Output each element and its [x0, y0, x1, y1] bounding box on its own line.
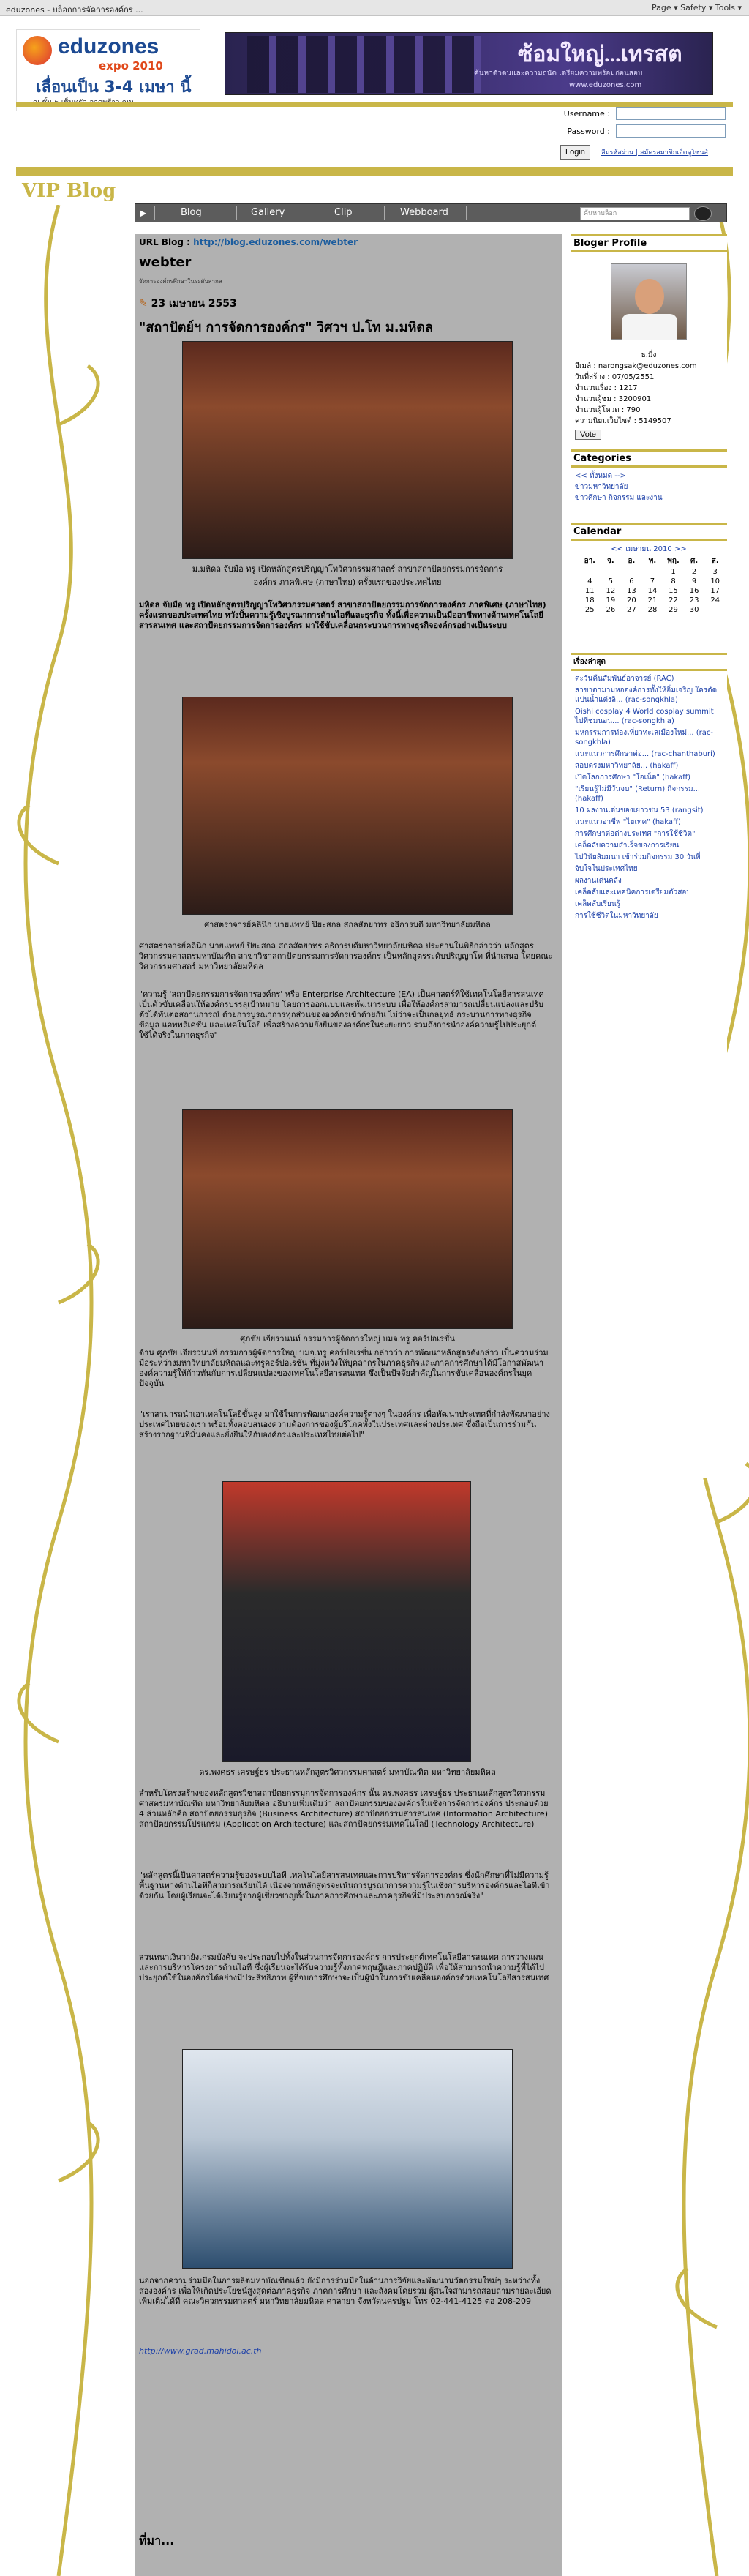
calendar-day[interactable]: 26	[606, 606, 616, 614]
calendar-day[interactable]: 12	[606, 587, 616, 595]
logo-expo: expo 2010	[99, 59, 163, 72]
profile-line: วันที่สร้าง : 07/05/2551	[575, 373, 655, 381]
calendar-day[interactable]: 23	[689, 596, 699, 604]
browser-tools[interactable]: Page ▾ Safety ▾ Tools ▾	[652, 3, 742, 12]
calendar-day[interactable]: 30	[689, 606, 699, 614]
ad-banner[interactable]	[225, 32, 713, 95]
calendar-day[interactable]: 20	[627, 596, 636, 604]
photo-true-ceo	[182, 1109, 513, 1329]
nav-separator	[154, 206, 155, 220]
calendar-day-header: จ.	[607, 557, 614, 565]
login-links[interactable]: ลืมรหัสผ่าน | สมัครสมาชิกเอ็ดดูโซนส์	[601, 149, 709, 157]
paragraph-8: ส่วนหนาเงินวายังเกรมบังคับ จะประกอบไปทั้งในส่วนการจัดการองค์กร การประยุกต์เทคโนโลยีสารสนเทศ การวางแผนและการบริหารโครงการด้านไอที ซึ่งผู้เรียนจะได้รับความรู้ทั้งภาคทฤษฎีและภาคปฏิบัติ เพื่อให้สามารถนำความรู้ที่ได้ไปประยุกต์ใช้ในองค์กรได้อย่างมีประสิทธิภาพ ผู้ที่จบการศึกษาจะเป็นผู้นำในการขับเคลื่อนองค์กรด้วยเทคโนโลยีสารสนเทศ	[139, 1952, 549, 1982]
recent-post-link[interactable]: เคล็ดลับเรียนรู้	[575, 900, 621, 908]
calendar-day[interactable]: 14	[647, 587, 658, 595]
calendar-table	[579, 555, 726, 615]
calendar-day[interactable]: 27	[627, 606, 636, 614]
calendar-heading: Calendar	[571, 523, 727, 541]
recent-post-link[interactable]: แนะแนวอาชีพ "ไฮเทค" (hakaff)	[575, 818, 681, 826]
calendar-day[interactable]: 18	[584, 596, 595, 604]
recent-post-link[interactable]: ผลงานเด่นคลัง	[575, 877, 622, 885]
recent-heading: เรื่องล่าสุด	[571, 653, 727, 671]
calendar-day[interactable]: 24	[710, 596, 720, 604]
nav-blog[interactable]: Blog	[181, 207, 202, 218]
recent-list	[571, 671, 727, 926]
vote-button[interactable]: Vote	[575, 430, 601, 440]
blog-url-line	[139, 237, 358, 247]
photo-students	[182, 2049, 513, 2269]
left-vine-decoration	[0, 205, 117, 2576]
profile-avatar[interactable]	[611, 263, 687, 340]
paragraph-7: "หลักสูตรนี้เป็นศาสตร์ความรู้ของระบบไอที เทคโนโลยีสารสนเทศและการบริหารจัดการองค์กร ซึ่งนักศึกษาที่ไม่มีความรู้พื้นฐานทางด้านไอทีก็สามารถเรียนได้ เนื่องจากหลักสูตรจะเน้นการบูรณาการความรู้ในเชิงการบริหารองค์กรและไอทีเข้าด้วยกัน โดยผู้เรียนจะได้เรียนรู้จากผู้เชี่ยวชาญทั้งในภาคการศึกษาและภาคธุรกิจที่มีประสบการณ์จริง"	[139, 1871, 550, 1901]
calendar-day[interactable]: 6	[629, 577, 634, 585]
calendar-day[interactable]: 19	[606, 596, 616, 604]
calendar-day[interactable]: 2	[691, 568, 697, 576]
post-column	[135, 234, 562, 2576]
username-input[interactable]	[616, 107, 726, 120]
calendar-day[interactable]: 5	[608, 577, 614, 585]
profile-line: ความนิยมเว็บไซต์ : 5149507	[575, 417, 671, 425]
calendar-day-header: อ.	[628, 557, 636, 565]
recent-post-link[interactable]: สอบตรงมหาวิทยาลัย... (hakaff)	[575, 762, 679, 770]
recent-post-link[interactable]: แนะแนวการศึกษาต่อ... (rac-chanthaburi)	[575, 750, 715, 758]
banner-url: www.eduzones.com	[569, 81, 642, 89]
recent-post-link[interactable]: จับใจในประเทศไทย	[575, 865, 638, 873]
calendar-day	[642, 567, 663, 577]
calendar-day-header: ส.	[711, 557, 719, 565]
sidebar	[571, 234, 727, 1478]
nav-webboard[interactable]: Webboard	[400, 207, 448, 218]
browser-toolbar	[0, 0, 749, 16]
category-link[interactable]: ข่าวศึกษา กิจกรรม และงาน	[575, 494, 663, 502]
paragraph-3: "ความรู้ 'สถาปัตยกรรมการจัดการองค์กร' หรือ Enterprise Architecture (EA) เป็นศาสตร์ที่ใช้เทคโนโลยีสารสนเทศเป็นตัวขับเคลื่อนให้องค์กรบรรลุเป้าหมาย โดยการออกแบบและพัฒนาระบบ เพื่อให้องค์กรสามารถเปลี่ยนแปลงและปรับตัวได้ทันต่อสถานการณ์ ด้วยการบูรณาการทุกส่วนขององค์กรเข้าด้วยกัน ไม่ว่าจะเป็นกลยุทธ์ กระบวนการทางธุรกิจ ข้อมูล แอพพลิเคชั่น และเทคโนโลยี เพื่อสร้างความยั่งยืนขององค์กรในระยะยาว รวมถึงการนำองค์ความรู้ไปประยุกต์ใช้ได้จริงในภาคธุรกิจ"	[139, 989, 544, 1040]
photo-rector	[182, 697, 513, 915]
calendar-day[interactable]: 3	[712, 568, 718, 576]
calendar-month[interactable]: << เมษายน 2010 >>	[611, 545, 687, 553]
post-date-text: 23 เมษายน 2553	[151, 298, 237, 310]
calendar-day[interactable]: 1	[671, 568, 676, 576]
play-icon: ▶	[140, 208, 147, 218]
calendar-day[interactable]: 25	[584, 606, 595, 614]
profile-heading: Bloger Profile	[571, 234, 727, 252]
calendar-day[interactable]: 21	[647, 596, 658, 604]
calendar-day-header: พ.	[648, 557, 657, 565]
recent-post-link[interactable]: 10 ผลงานเด่นของเยาวชน 53 (rangsit)	[575, 806, 704, 815]
profile-line: จำนวนเรื่อง : 1217	[575, 384, 638, 392]
calendar-day[interactable]: 15	[669, 587, 678, 595]
footer-partial: ที่มา...	[139, 2534, 175, 2547]
caption-4: ดร.พงศธร เศรษฐ์ธร ประธานหลักสูตรวิศวกรรมศาสตร์ มหาบัณฑิต มหาวิทยาลัยมหิดล	[199, 1767, 496, 1777]
profile-box	[571, 234, 727, 439]
pencil-icon: ✎	[139, 298, 148, 310]
banner-subtitle: ค้นหาตัวตนและความถนัด เตรียมความพร้อมก่อนสอบ	[474, 70, 643, 78]
login-button[interactable]: Login	[560, 145, 590, 160]
recent-post-link[interactable]: สาขาตามามหอองค์การทั้งให้อิ่มเจริญ ใครตัดแปนน้ำแต่งลิ... (rac-songkhla)	[575, 686, 718, 704]
recent-post-link[interactable]: มหกรรมการท่องเที่ยวทะเลเมืองใหม่... (rac-songkhla)	[575, 729, 714, 746]
calendar-box	[571, 523, 727, 618]
nav-separator	[466, 206, 467, 220]
calendar-day[interactable]: 17	[710, 587, 720, 595]
blog-url-label: URL Blog :	[139, 237, 190, 247]
profile-name: ธ.มิ่ง	[641, 351, 657, 359]
recent-post-link[interactable]: เปิดโลกการศึกษา "โอเน็ต" (hakaff)	[575, 774, 691, 782]
recent-post-link[interactable]: การศึกษาต่อต่างประเทศ "การใช้ชีวิต"	[575, 830, 696, 838]
paragraph-9: นอกจากความร่วมมือในการผลิตมหาบัณฑิตแล้ว ยังมีการร่วมมือในด้านการวิจัยและพัฒนานวัตกรรมใหม่ๆ ระหว่างทั้งสององค์กร เพื่อให้เกิดประโยชน์สูงสุดต่อภาคธุรกิจ ภาคการศึกษา และสังคมโดยรวม ผู้สนใจสามารถสอบถามรายละเอียดเพิ่มเติมได้ที่ คณะวิศวกรรมศาสตร์ มหาวิทยาลัยมหิดล ศาลายา จังหวัดนครปฐม โทร 02-441-4125 ต่อ 208-209	[139, 2276, 552, 2306]
recent-post-link[interactable]: ตะวันคืนสัมพันธ์อาจารย์ (RAC)	[575, 675, 674, 683]
vip-blog-title: VIP Blog	[22, 180, 116, 202]
browser-title: eduzones - บล็อกการจัดการองค์กร ...	[6, 5, 143, 15]
recent-post-link[interactable]: เคล็ดลับและเทคนิคการเตรียมตัวสอบ	[575, 888, 691, 896]
blog-url-link[interactable]: http://blog.eduzones.com/webter	[193, 237, 358, 247]
paragraph-4: ด้าน ศุภชัย เจียรวนนท์ กรรมการผู้จัดการใหญ่ บมจ.ทรู คอร์ปอเรชั่น กล่าวว่า การพัฒนาหลักสูตรดังกล่าว เป็นความร่วมมือระหว่างมหาวิทยาลัยมหิดลและทรูคอร์ปอเรชั่น ที่มุ่งหวังให้บุคลากรในภาคธุรกิจและภาคการศึกษาได้มีโอกาสพัฒนาองค์ความรู้ให้ก้าวทันกับการเปลี่ยนแปลงของเทคโนโลยีสารสนเทศ ซึ่งเป็นปัจจัยสำคัญในการขับเคลื่อนองค์กรในยุคปัจจุบัน	[139, 1348, 549, 1388]
blog-search-input[interactable]: ค้นหาบล็อก	[580, 207, 690, 220]
calendar-day[interactable]: 13	[627, 587, 636, 595]
calendar-day[interactable]: 8	[671, 577, 676, 585]
calendar-day[interactable]: 29	[669, 606, 678, 614]
caption-1: ม.มหิดล จับมือ ทรู เปิดหลักสูตรปริญญาโทวิศวกรรมศาสตร์ สาขาสถาปัตยกรรมการจัดการองค์กร ภาคพิเศษ (ภาษาไทย) ครั้งแรกของประเทศไทย	[192, 564, 503, 587]
calendar-day	[704, 605, 726, 615]
nav-separator	[384, 206, 385, 220]
paragraph-6: สำหรับโครงสร้างของหลักสูตรวิชาสถาปัตยกรรมการจัดการองค์กร นั้น ดร.พงศธร เศรษฐ์ธร ประธานหลักสูตรวิศวกรรมศาสตรมหาบัณฑิต มหาวิทยาลัยมหิดล อธิบายเพิ่มเติมว่า สถาปัตยกรรมขององค์กรในเชิงการจัดการองค์กร ประกอบด้วย 4 ส่วนหลักคือ สถาปัตยกรรมธุรกิจ (Business Architecture) สถาปัตยกรรมสารสนเทศ (Information Architecture) สถาปัตยกรรมโปรแกรม (Application Architecture) และสถาปัตยกรรมเทคโนโลยี (Technology Architecture)	[139, 1789, 549, 1829]
category-link[interactable]: << ทั้งหมด -->	[575, 472, 626, 480]
logo-mark-icon	[23, 36, 52, 65]
calendar-day[interactable]: 11	[584, 587, 595, 595]
blog-navbar	[135, 203, 727, 222]
avatar-face	[635, 279, 664, 314]
photo-program-director	[222, 1481, 471, 1762]
post-title: "สถาปัตย์ฯ การจัดการองค์กร" วิศวฯ ป.โท ม.มหิดล	[139, 320, 434, 335]
banner-title: ซ้อมใหญ่...เทรสต	[518, 42, 682, 67]
nav-separator	[236, 206, 237, 220]
paragraph-5: "เราสามารถนำเอาเทคโนโลยีขั้นสูง มาใช้ในการพัฒนาองค์ความรู้ต่างๆ ในองค์กร เพื่อพัฒนาประเทศที่กำลังพัฒนาอย่างประเทศไทยของเรา พร้อมทั้งตอบสนองความต้องการของผู้บริโภคทั้งในประเทศและต่างประเทศ ซึ่งถือเป็นการร่วมกันสร้างรากฐานที่มั่นคงและยั่งยืนให้กับองค์กรและประเทศไทยต่อไป"	[139, 1409, 550, 1439]
recent-post-link[interactable]: Oishi cosplay 4 World cosplay summit ไปที่ชมนอน... (rac-songkhla)	[575, 708, 714, 725]
recent-post-link[interactable]: ไปวินัยสัมมนา เข้าร่วมกิจกรรม 30 วันที่	[575, 853, 701, 861]
calendar-day-header: ศ.	[690, 557, 699, 565]
recent-post-link[interactable]: การใช้ชีวิตในมหาวิทยาลัย	[575, 912, 658, 920]
profile-line: อีเมล์ : narongsak@eduzones.com	[575, 362, 697, 370]
eduzones-logo[interactable]	[16, 29, 200, 111]
blog-name: webter	[139, 255, 192, 270]
blog-description: จัดการองค์กรศึกษาในระดับสากล	[139, 278, 222, 285]
paragraph-9-url[interactable]: http://www.grad.mahidol.ac.th	[139, 2346, 262, 2356]
calendar-day[interactable]: 22	[669, 596, 678, 604]
categories-heading: Categories	[571, 449, 727, 468]
profile-line: จำนวนผู้ชม : 3200901	[575, 395, 652, 403]
password-input[interactable]	[616, 124, 726, 138]
photo-group-signing	[182, 341, 513, 559]
content-area	[135, 203, 727, 2576]
caption-3: ศุภชัย เจียรวนนท์ กรรมการผู้จัดการใหญ่ บมจ.ทรู คอร์ปอเรชั่น	[240, 1334, 455, 1344]
calendar-day	[601, 567, 622, 577]
calendar-day[interactable]: 4	[587, 577, 592, 585]
avatar-shirt	[622, 314, 677, 340]
calendar-day[interactable]: 9	[691, 577, 697, 585]
login-form	[556, 105, 731, 161]
calendar-day-header: อา.	[584, 557, 595, 565]
banner-people-image	[247, 36, 481, 93]
recent-post-link[interactable]: เคล็ดลับความสำเร็จของการเรียน	[575, 842, 680, 850]
calendar-day[interactable]: 10	[710, 577, 720, 585]
calendar-day[interactable]: 28	[647, 606, 658, 614]
search-go-icon[interactable]	[694, 206, 712, 221]
calendar-day	[579, 567, 601, 577]
paragraph-2: ศาสตราจารย์คลินิก นายแพทย์ ปิยะสกล สกลสัตยาทร อธิการบดีมหาวิทยาลัยมหิดล ประธานในพิธีกล่าวว่า หลักสูตรวิศวกรรมศาสตรมหาบัณฑิต สาขาวิชาสถาปัตยกรรมการจัดการองค์กร เป็นหลักสูตรระดับปริญญาโท ที่นำเสนอ โดยคณะวิศวกรรมศาสตร์ มหาวิทยาลัยมหิดล	[139, 941, 553, 971]
lead-paragraph: มหิดล จับมือ ทรู เปิดหลักสูตรปริญญาโทวิศวกรรมศาสตร์ สาขาสถาปัตยกรรมการจัดการองค์กร ภาคพิเศษ (ภาษาไทย) ครั้งแรกของประเทศไทย หวังปั้นความรู้เชิงบูรณาการด้านไอทีและธุรกิจ ทั้งนี้เพื่อความเป็นมืออาชีพทางด้านเทคโนโลยีสารสนเทศ และสถาปัตยกรรมการจัดการองค์กร มาใช้ขับเคลื่อนกระบวนการทางธุรกิจองค์กรอย่างเป็นระบบ	[139, 600, 546, 630]
nav-clip[interactable]: Clip	[334, 207, 353, 218]
gold-bar	[16, 167, 733, 176]
profile-line: จำนวนผู้โหวต : 790	[575, 406, 641, 414]
category-link[interactable]: ข่าวมหาวิทยาลัย	[575, 483, 628, 491]
logo-dates: เลื่อนเป็น 3-4 เมษา นี้	[36, 78, 192, 97]
categories-box	[571, 449, 727, 506]
username-label: Username :	[563, 109, 610, 119]
calendar-day-header: พฤ.	[667, 557, 680, 565]
calendar-day[interactable]: 7	[650, 577, 655, 585]
caption-2: ศาสตราจารย์คลินิก นายแพทย์ ปิยะสกล สกลสัตยาทร อธิการบดี มหาวิทยาลัยมหิดล	[204, 920, 491, 929]
calendar-day[interactable]: 16	[689, 587, 699, 595]
site-header	[0, 16, 749, 107]
nav-gallery[interactable]: Gallery	[251, 207, 285, 218]
post-date	[139, 296, 237, 312]
password-label: Password :	[567, 127, 610, 136]
logo-brand: eduzones	[58, 34, 159, 59]
recent-post-link[interactable]: "เรียนรู้ไม่มีวันจบ" (Return) กิจกรรม... (hakaff)	[575, 785, 701, 803]
recent-box	[571, 653, 727, 926]
calendar-day	[621, 567, 642, 577]
